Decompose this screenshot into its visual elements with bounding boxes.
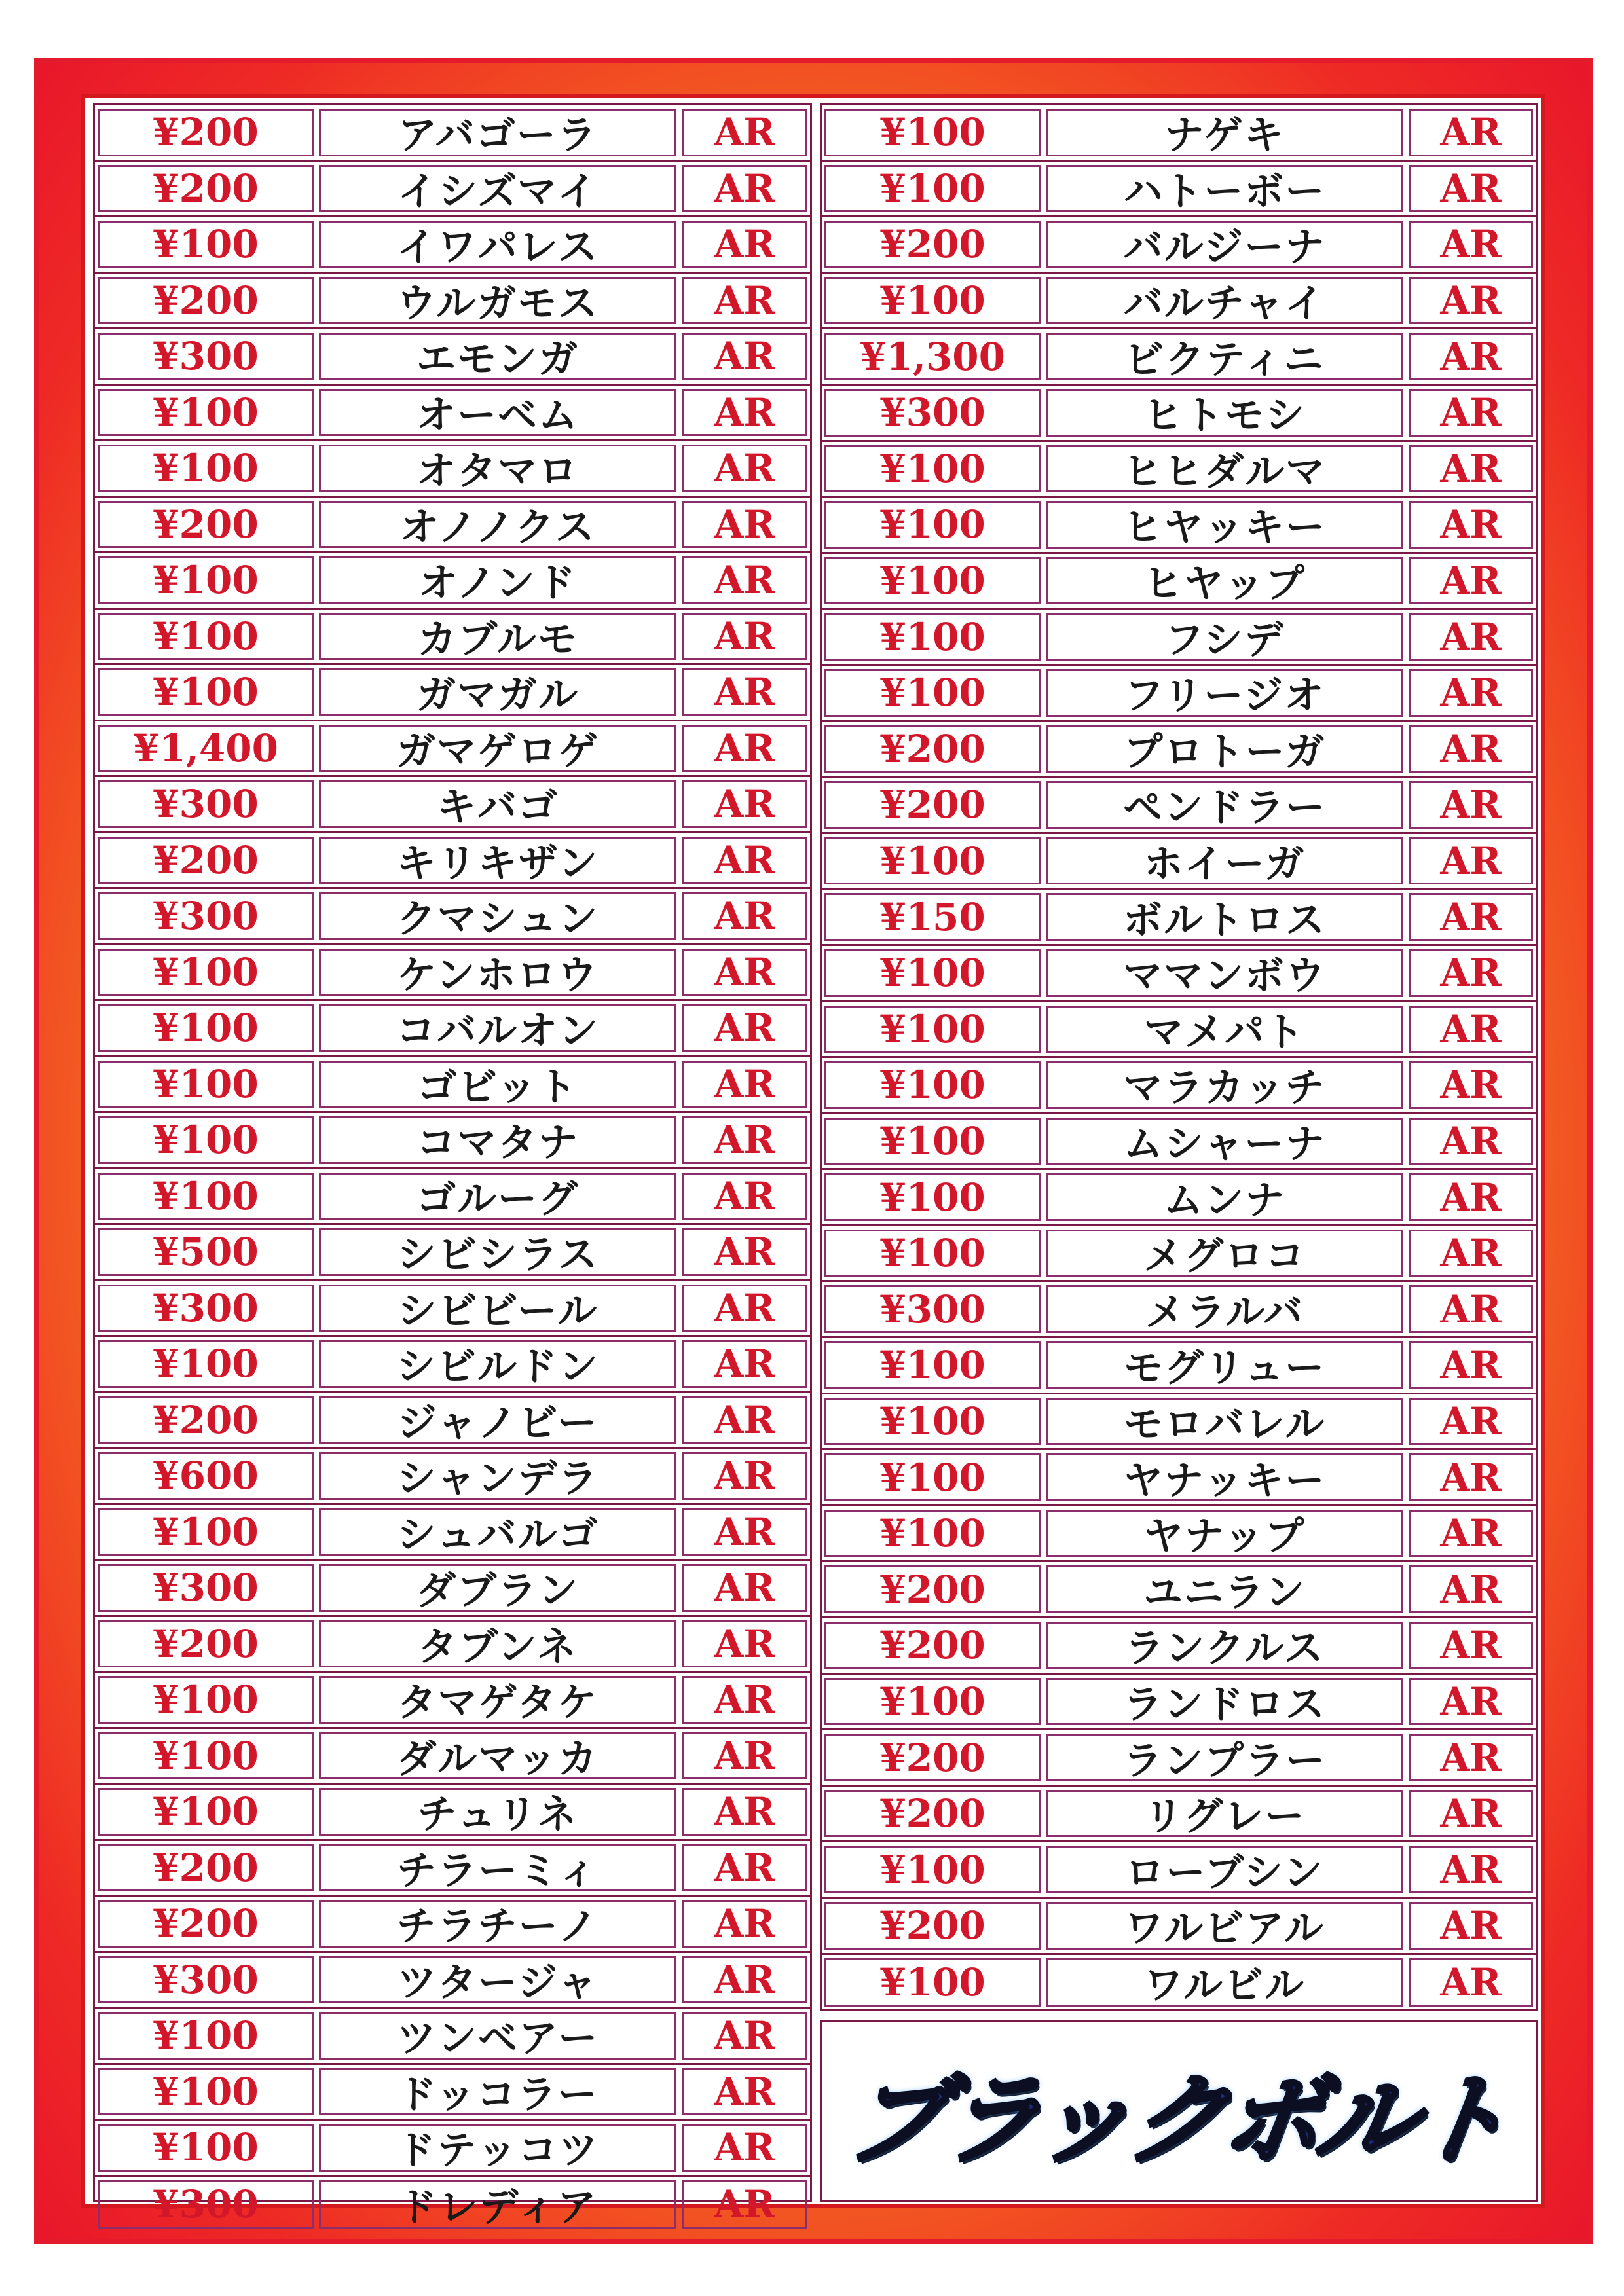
price-row xyxy=(822,1282,1536,1338)
price-cell: ¥100 xyxy=(824,1510,1041,1558)
card-name-cell: オーベム xyxy=(319,389,676,437)
price-row xyxy=(822,946,1536,1002)
rarity-cell: AR xyxy=(1409,1285,1533,1333)
set-logo-box xyxy=(820,2020,1538,2202)
card-name-cell: ヒヤッキー xyxy=(1046,501,1403,549)
price-cell: ¥200 xyxy=(98,277,314,325)
rarity-cell: AR xyxy=(1409,1230,1533,1277)
rarity-cell: AR xyxy=(682,1956,807,2004)
card-name-cell: オノノクス xyxy=(319,501,676,549)
card-name-cell: ローブシン xyxy=(1046,1846,1403,1893)
rarity-cell: AR xyxy=(1409,781,1533,829)
price-cell: ¥100 xyxy=(824,501,1041,549)
card-name-cell: ヤナップ xyxy=(1046,1510,1403,1558)
rarity-cell: AR xyxy=(1409,1678,1533,1726)
card-name-cell: キバゴ xyxy=(319,780,676,828)
price-row xyxy=(822,1506,1536,1563)
card-name-cell: ハトーボー xyxy=(1046,165,1403,213)
price-cell: ¥200 xyxy=(98,1844,314,1892)
price-cell: ¥100 xyxy=(824,949,1041,997)
price-row xyxy=(95,2065,810,2121)
rarity-cell: AR xyxy=(682,2180,807,2230)
card-name-cell: イワパレス xyxy=(319,221,676,268)
card-name-cell: ランクルス xyxy=(1046,1622,1403,1669)
price-cell: ¥100 xyxy=(824,1398,1041,1446)
price-cell: ¥100 xyxy=(824,1173,1041,1221)
rarity-cell: AR xyxy=(682,556,807,604)
rarity-cell: AR xyxy=(682,1620,807,1668)
price-cell: ¥200 xyxy=(98,109,314,156)
rarity-cell: AR xyxy=(682,277,807,325)
card-name-cell: リグレー xyxy=(1046,1790,1403,1838)
price-row xyxy=(822,217,1536,274)
price-row xyxy=(822,1114,1536,1171)
rarity-cell: AR xyxy=(682,1228,807,1276)
price-row xyxy=(822,1170,1536,1226)
price-cell: ¥300 xyxy=(824,1285,1041,1333)
rarity-cell: AR xyxy=(1409,893,1533,941)
price-cell: ¥100 xyxy=(98,445,314,492)
card-name-cell: ランプラー xyxy=(1046,1734,1403,1781)
card-name-cell: ムシャーナ xyxy=(1046,1118,1403,1165)
card-name-cell: ペンドラー xyxy=(1046,781,1403,829)
price-cell: ¥100 xyxy=(824,837,1041,885)
card-name-cell: ビクティニ xyxy=(1046,333,1403,380)
price-cell: ¥100 xyxy=(824,277,1041,325)
price-row xyxy=(822,1730,1536,1787)
price-row xyxy=(95,1505,810,1561)
card-name-cell: ウルガモス xyxy=(319,277,676,325)
card-name-cell: ワルビアル xyxy=(1046,1902,1403,1950)
rarity-cell: AR xyxy=(1409,1958,1533,2008)
price-row xyxy=(822,666,1536,722)
price-row xyxy=(95,386,810,442)
rarity-cell: AR xyxy=(682,949,807,996)
rarity-cell: AR xyxy=(1409,725,1533,773)
price-cell: ¥100 xyxy=(98,1173,314,1220)
price-table-left xyxy=(93,103,812,2229)
price-cell: ¥100 xyxy=(98,389,314,437)
rarity-cell: AR xyxy=(682,1116,807,1164)
price-row xyxy=(95,329,810,386)
price-row xyxy=(822,1058,1536,1114)
price-cell: ¥100 xyxy=(98,613,314,661)
card-name-cell: ワルビル xyxy=(1046,1958,1403,2008)
card-name-cell: シビビール xyxy=(319,1285,676,1332)
rarity-cell: AR xyxy=(1409,1061,1533,1109)
rarity-cell: AR xyxy=(682,1732,807,1780)
price-row xyxy=(95,1169,810,1226)
card-name-cell: ゴルーグ xyxy=(319,1173,676,1220)
set-logo: ブラックボルト xyxy=(840,2064,1515,2178)
price-row xyxy=(95,1617,810,1673)
rarity-cell: AR xyxy=(682,2012,807,2060)
price-cell: ¥100 xyxy=(98,556,314,604)
card-name-cell: フシデ xyxy=(1046,613,1403,661)
price-row xyxy=(822,554,1536,610)
price-row xyxy=(95,889,810,945)
rarity-cell: AR xyxy=(682,2124,807,2172)
price-cell: ¥100 xyxy=(824,669,1041,717)
rarity-cell: AR xyxy=(1409,1453,1533,1501)
price-cell: ¥100 xyxy=(824,1230,1041,1277)
card-name-cell: チラチーノ xyxy=(319,1900,676,1948)
price-cell: ¥1,400 xyxy=(98,725,314,773)
rarity-cell: AR xyxy=(682,501,807,549)
price-cell: ¥1,300 xyxy=(824,333,1041,380)
price-row xyxy=(822,498,1536,554)
price-row xyxy=(822,1002,1536,1059)
price-row xyxy=(822,1226,1536,1283)
price-row xyxy=(95,441,810,498)
price-cell: ¥150 xyxy=(824,893,1041,941)
rarity-cell: AR xyxy=(1409,277,1533,325)
card-name-cell: シビルドン xyxy=(319,1340,676,1388)
card-name-cell: オノンド xyxy=(319,556,676,604)
price-cell: ¥100 xyxy=(98,949,314,996)
rarity-cell: AR xyxy=(1409,1734,1533,1781)
price-cell: ¥200 xyxy=(98,1900,314,1948)
price-row xyxy=(95,1001,810,1057)
price-cell: ¥200 xyxy=(824,1902,1041,1950)
price-row xyxy=(822,442,1536,498)
price-row xyxy=(822,1394,1536,1451)
rarity-cell: AR xyxy=(682,1564,807,1612)
price-row xyxy=(95,1785,810,1841)
card-name-cell: シビシラス xyxy=(319,1228,676,1276)
rarity-cell: AR xyxy=(1409,1846,1533,1893)
rarity-cell: AR xyxy=(682,1452,807,1500)
price-cell: ¥200 xyxy=(824,781,1041,829)
price-cell: ¥100 xyxy=(98,2124,314,2172)
card-name-cell: バルチャイ xyxy=(1046,277,1403,325)
card-name-cell: シャンデラ xyxy=(319,1452,676,1500)
price-cell: ¥100 xyxy=(824,1006,1041,1053)
price-row xyxy=(95,945,810,1002)
card-name-cell: ダルマッカ xyxy=(319,1732,676,1780)
rarity-cell: AR xyxy=(1409,501,1533,549)
price-row xyxy=(95,833,810,890)
rarity-cell: AR xyxy=(682,1676,807,1724)
card-name-cell: ママンボウ xyxy=(1046,949,1403,997)
price-cell: ¥200 xyxy=(98,1396,314,1444)
card-name-cell: ホイーガ xyxy=(1046,837,1403,885)
rarity-cell: AR xyxy=(1409,165,1533,213)
price-cell: ¥200 xyxy=(98,501,314,549)
rarity-cell: AR xyxy=(1409,669,1533,717)
card-name-cell: ツタージャ xyxy=(319,1956,676,2004)
card-name-cell: ケンホロウ xyxy=(319,949,676,996)
rarity-cell: AR xyxy=(1409,333,1533,380)
rarity-cell: AR xyxy=(682,1844,807,1892)
price-cell: ¥600 xyxy=(98,1452,314,1500)
price-table-right xyxy=(820,103,1538,2011)
rarity-cell: AR xyxy=(1409,445,1533,493)
rarity-cell: AR xyxy=(1409,109,1533,156)
price-row xyxy=(95,1449,810,1505)
price-cell: ¥200 xyxy=(824,1734,1041,1781)
price-cell: ¥100 xyxy=(824,165,1041,213)
price-cell: ¥100 xyxy=(98,1061,314,1108)
price-cell: ¥200 xyxy=(824,221,1041,268)
card-name-cell: ドテッコツ xyxy=(319,2124,676,2172)
card-name-cell: アバゴーラ xyxy=(319,109,676,156)
rarity-cell: AR xyxy=(682,668,807,716)
price-cell: ¥100 xyxy=(824,557,1041,605)
price-cell: ¥300 xyxy=(98,1285,314,1332)
price-row xyxy=(95,217,810,274)
price-row xyxy=(95,2177,810,2233)
price-row xyxy=(95,553,810,610)
price-row xyxy=(822,329,1536,386)
price-cell: ¥100 xyxy=(824,1958,1041,2008)
card-name-cell: ヒヒダルマ xyxy=(1046,445,1403,493)
price-cell: ¥100 xyxy=(824,109,1041,156)
price-row xyxy=(95,610,810,666)
price-row xyxy=(95,1897,810,1953)
price-cell: ¥100 xyxy=(98,1116,314,1164)
price-row xyxy=(95,274,810,330)
rarity-cell: AR xyxy=(682,2068,807,2116)
rarity-cell: AR xyxy=(682,1396,807,1444)
card-name-cell: ツンベアー xyxy=(319,2012,676,2060)
rarity-cell: AR xyxy=(1409,949,1533,997)
card-name-cell: ヤナッキー xyxy=(1046,1453,1403,1501)
price-row xyxy=(822,1899,1536,1955)
price-row xyxy=(822,162,1536,218)
card-name-cell: シュバルゴ xyxy=(319,1508,676,1556)
card-name-cell: ドッコラー xyxy=(319,2068,676,2116)
price-cell: ¥100 xyxy=(824,1061,1041,1109)
price-row xyxy=(822,722,1536,778)
rarity-cell: AR xyxy=(1409,837,1533,885)
price-row xyxy=(95,1561,810,1617)
card-name-cell: フリージオ xyxy=(1046,669,1403,717)
price-cell: ¥100 xyxy=(824,1341,1041,1389)
price-row xyxy=(822,890,1536,946)
card-name-cell: ボルトロス xyxy=(1046,893,1403,941)
price-row xyxy=(822,1675,1536,1731)
card-name-cell: モグリュー xyxy=(1046,1341,1403,1389)
card-name-cell: タマゲタケ xyxy=(319,1676,676,1724)
card-name-cell: プロトーガ xyxy=(1046,725,1403,773)
price-list-sheet xyxy=(81,94,1545,2229)
price-cell: ¥100 xyxy=(98,1508,314,1556)
card-name-cell: ムンナ xyxy=(1046,1173,1403,1221)
price-row xyxy=(95,2009,810,2065)
card-name-cell: チュリネ xyxy=(319,1788,676,1836)
rarity-cell: AR xyxy=(682,1340,807,1388)
price-cell: ¥100 xyxy=(824,1678,1041,1726)
price-cell: ¥300 xyxy=(98,1956,314,2004)
price-cell: ¥100 xyxy=(824,1846,1041,1893)
card-name-cell: バルジーナ xyxy=(1046,221,1403,268)
card-name-cell: ゴビット xyxy=(319,1061,676,1108)
card-name-cell: マメパト xyxy=(1046,1006,1403,1053)
price-cell: ¥100 xyxy=(98,1004,314,1052)
card-name-cell: オタマロ xyxy=(319,445,676,492)
card-name-cell: コマタナ xyxy=(319,1116,676,1164)
price-row xyxy=(95,777,810,833)
rarity-cell: AR xyxy=(1409,1622,1533,1669)
card-name-cell: ドレディア xyxy=(319,2180,676,2230)
price-row xyxy=(95,1673,810,1729)
rarity-cell: AR xyxy=(682,725,807,773)
price-cell: ¥300 xyxy=(98,1564,314,1612)
rarity-cell: AR xyxy=(1409,613,1533,661)
card-name-cell: ダブラン xyxy=(319,1564,676,1612)
price-row xyxy=(95,1393,810,1449)
rarity-cell: AR xyxy=(682,837,807,884)
price-row xyxy=(822,274,1536,330)
price-cell: ¥100 xyxy=(824,1118,1041,1165)
price-cell: ¥200 xyxy=(824,1790,1041,1838)
rarity-cell: AR xyxy=(682,445,807,492)
card-name-cell: ランドロス xyxy=(1046,1678,1403,1726)
rarity-cell: AR xyxy=(1409,1173,1533,1221)
rarity-cell: AR xyxy=(682,389,807,437)
price-row xyxy=(822,1955,1536,2011)
rarity-cell: AR xyxy=(682,1508,807,1556)
price-cell: ¥500 xyxy=(98,1228,314,1276)
rarity-cell: AR xyxy=(1409,1902,1533,1950)
rarity-cell: AR xyxy=(682,1285,807,1332)
price-cell: ¥100 xyxy=(98,1732,314,1780)
card-name-cell: タブンネ xyxy=(319,1620,676,1668)
rarity-cell: AR xyxy=(1409,1510,1533,1558)
rarity-cell: AR xyxy=(682,1004,807,1052)
price-row xyxy=(95,498,810,554)
price-cell: ¥300 xyxy=(98,780,314,828)
price-cell: ¥100 xyxy=(824,1453,1041,1501)
card-name-cell: モロバレル xyxy=(1046,1398,1403,1446)
price-row xyxy=(822,1338,1536,1394)
price-row xyxy=(822,610,1536,666)
rarity-cell: AR xyxy=(1409,1565,1533,1613)
price-row xyxy=(822,778,1536,834)
price-row xyxy=(95,1281,810,1338)
card-name-cell: ヒヤップ xyxy=(1046,557,1403,605)
rarity-cell: AR xyxy=(682,1900,807,1948)
card-name-cell: メグロコ xyxy=(1046,1230,1403,1277)
price-cell: ¥300 xyxy=(98,2180,314,2230)
price-row xyxy=(95,2121,810,2177)
rarity-cell: AR xyxy=(1409,389,1533,437)
rarity-cell: AR xyxy=(1409,1118,1533,1165)
rarity-cell: AR xyxy=(1409,1006,1533,1053)
price-row xyxy=(95,721,810,778)
price-cell: ¥100 xyxy=(824,613,1041,661)
price-cell: ¥300 xyxy=(98,892,314,940)
price-row xyxy=(95,1841,810,1897)
price-row xyxy=(822,1787,1536,1843)
price-row xyxy=(95,1337,810,1393)
price-row xyxy=(822,1450,1536,1506)
rarity-cell: AR xyxy=(1409,221,1533,268)
card-name-cell: チラーミィ xyxy=(319,1844,676,1892)
price-row xyxy=(95,665,810,721)
price-row xyxy=(822,1562,1536,1618)
card-name-cell: ユニラン xyxy=(1046,1565,1403,1613)
price-cell: ¥200 xyxy=(824,1622,1041,1669)
rarity-cell: AR xyxy=(682,613,807,661)
price-row xyxy=(95,1225,810,1281)
price-row xyxy=(95,1953,810,2009)
card-name-cell: ガマガル xyxy=(319,668,676,716)
rarity-cell: AR xyxy=(682,109,807,156)
card-name-cell: コバルオン xyxy=(319,1004,676,1052)
rarity-cell: AR xyxy=(682,1788,807,1836)
rarity-cell: AR xyxy=(1409,1790,1533,1838)
price-cell: ¥100 xyxy=(98,2068,314,2116)
rarity-cell: AR xyxy=(682,1173,807,1220)
price-cell: ¥100 xyxy=(98,668,314,716)
card-name-cell: ヒトモシ xyxy=(1046,389,1403,437)
price-row xyxy=(95,1113,810,1169)
price-row xyxy=(822,1842,1536,1899)
price-cell: ¥200 xyxy=(98,165,314,213)
card-name-cell: イシズマイ xyxy=(319,165,676,213)
price-cell: ¥200 xyxy=(98,1620,314,1668)
price-cell: ¥100 xyxy=(824,445,1041,493)
rarity-cell: AR xyxy=(1409,557,1533,605)
card-name-cell: キリキザン xyxy=(319,837,676,884)
price-row xyxy=(95,105,810,162)
price-cell: ¥100 xyxy=(98,1340,314,1388)
price-cell: ¥100 xyxy=(98,221,314,268)
card-name-cell: メラルバ xyxy=(1046,1285,1403,1333)
card-name-cell: マラカッチ xyxy=(1046,1061,1403,1109)
rarity-cell: AR xyxy=(682,780,807,828)
rarity-cell: AR xyxy=(1409,1398,1533,1446)
rarity-cell: AR xyxy=(682,165,807,213)
price-row xyxy=(822,834,1536,890)
price-cell: ¥100 xyxy=(98,1788,314,1836)
price-cell: ¥100 xyxy=(98,1676,314,1724)
rarity-cell: AR xyxy=(682,221,807,268)
price-cell: ¥300 xyxy=(98,333,314,380)
price-row xyxy=(95,1729,810,1785)
price-cell: ¥200 xyxy=(98,837,314,884)
price-cell: ¥300 xyxy=(824,389,1041,437)
price-row xyxy=(95,1057,810,1114)
card-name-cell: クマシュン xyxy=(319,892,676,940)
price-cell: ¥200 xyxy=(824,1565,1041,1613)
price-cell: ¥100 xyxy=(98,2012,314,2060)
price-row xyxy=(95,162,810,218)
price-cell: ¥200 xyxy=(824,725,1041,773)
rarity-cell: AR xyxy=(1409,1341,1533,1389)
price-row xyxy=(822,1618,1536,1675)
card-name-cell: ナゲキ xyxy=(1046,109,1403,156)
price-row xyxy=(822,105,1536,162)
price-row xyxy=(822,386,1536,442)
card-name-cell: カブルモ xyxy=(319,613,676,661)
card-name-cell: ジャノビー xyxy=(319,1396,676,1444)
rarity-cell: AR xyxy=(682,333,807,380)
card-name-cell: エモンガ xyxy=(319,333,676,380)
rarity-cell: AR xyxy=(682,892,807,940)
card-name-cell: ガマゲロゲ xyxy=(319,725,676,773)
price-list-frame xyxy=(34,58,1593,2244)
rarity-cell: AR xyxy=(682,1061,807,1108)
